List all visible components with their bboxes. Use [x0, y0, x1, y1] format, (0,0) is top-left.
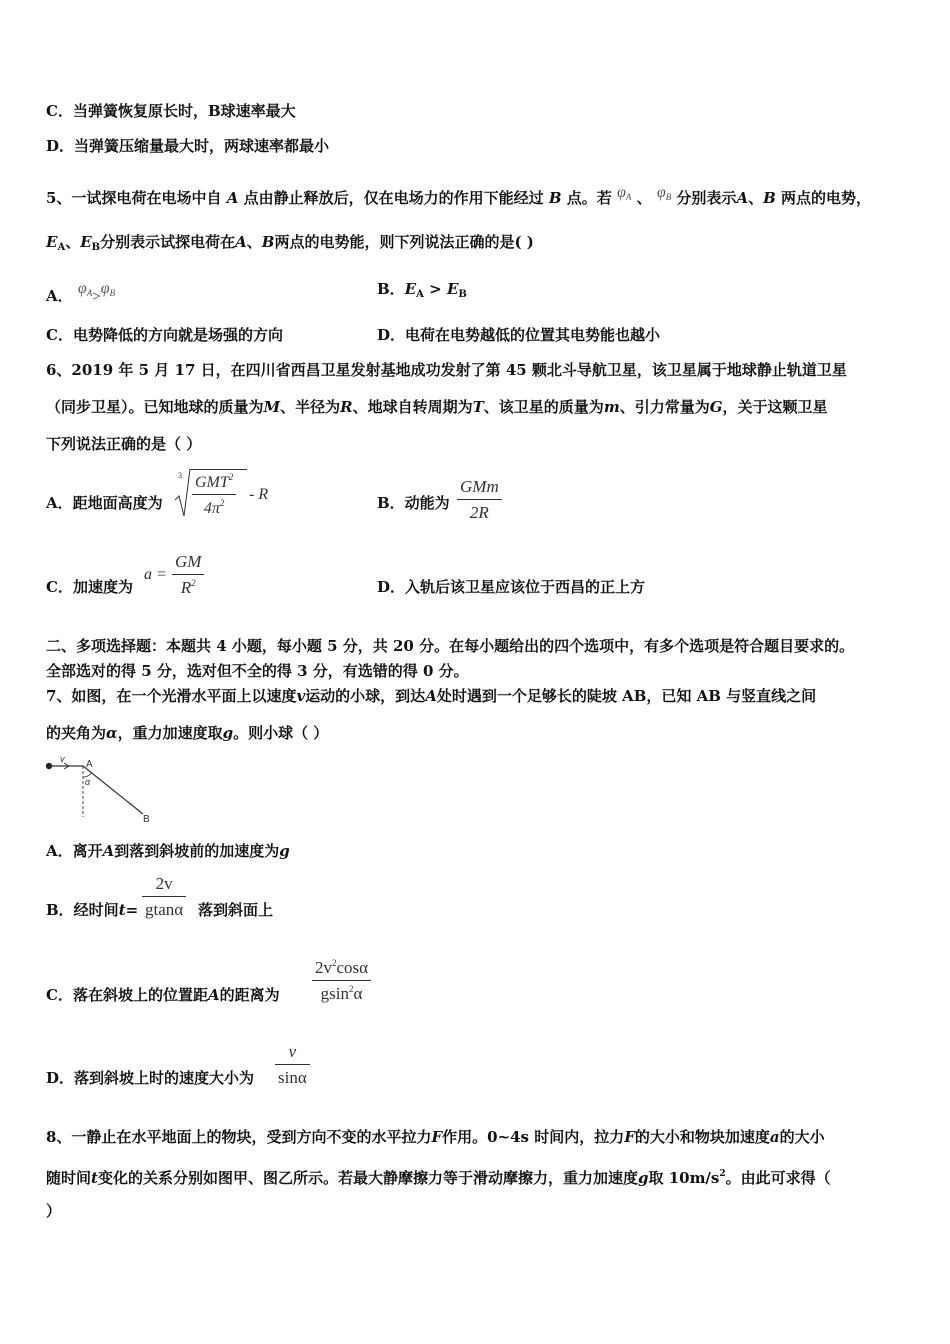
- phi-b-symbol: φB: [100, 280, 116, 298]
- q7-option-d-formula: $\frac{v}{\sin\alpha}$: [275, 1042, 310, 1088]
- q6-option-a: A．距地面高度为: [46, 494, 163, 512]
- q5-option-c: C．电势降低的方向就是场强的方向: [46, 326, 283, 344]
- q7-option-c: C．落在斜坡上的位置距A的距离为: [46, 986, 280, 1004]
- q7-option-b-tail: 落到斜面上: [198, 901, 274, 919]
- q7-option-a: A．离开A到落到斜坡前的加速度为g: [46, 842, 290, 860]
- q6-stem-line1: 6、2019 年 5 月 17 日，在四川省西昌卫星发射基地成功发射了第 45 颗北斗导航卫星，该卫星属于地球静止轨道卫星: [46, 361, 847, 379]
- phi-a-symbol: φA: [616, 184, 632, 202]
- q7-stem-line2: 的夹角为α，重力加速度取g。则小球（ ）: [46, 724, 329, 742]
- point-a-label: A: [86, 759, 93, 770]
- q6-option-a-formula: 3 GMT$^2$ $4\pi^2$ - R: [173, 466, 283, 522]
- q8-stem-line1: 8、一静止在水平地面上的物块，受到方向不变的水平拉力F作用。0~4s 时间内，拉力F的大小和物块加速度a的大小: [46, 1128, 825, 1146]
- section2-heading-line1: 二、多项选择题：本题共 4 小题，每小题 5 分，共 20 分。在每小题给出的四个选项中，有多个选项是符合题目要求的。: [46, 637, 855, 655]
- q6-option-b-formula: GMm 2R: [457, 477, 502, 523]
- q4-option-d: D．当弹簧压缩量最大时，两球速率都最小: [46, 137, 330, 155]
- q8-stem-line3: ）: [46, 1202, 62, 1220]
- q7-option-d: D．落到斜坡上时的速度大小为: [46, 1069, 255, 1087]
- q6-option-c: C．加速度为: [46, 578, 133, 596]
- velocity-label: v: [60, 755, 65, 764]
- q5-option-a: A． φA>φB: [46, 280, 116, 305]
- q6-option-b: B．动能为: [377, 494, 450, 512]
- q6-stem-line2: （同步卫星）。已知地球的质量为M、半径为R、地球自转周期为T、该卫星的质量为m、引力常量为G，关于这颗卫星: [46, 398, 828, 416]
- q7-stem-line1: 7、如图，在一个光滑水平面上以速度v运动的小球，到达A处时遇到一个足够长的陡坡 AB，已知 AB 与竖直线之间: [46, 687, 817, 705]
- section2-heading-line2: 全部选对的得 5 分，选对但不全的得 3 分，有选错的得 0 分。: [46, 662, 469, 680]
- q5-stem-line1: 5、一试探电荷在电场中自 A 点由静止释放后，仅在电场力的作用下能经过 B 点。若 φA 、 φB 分别表示A、B 两点的电势，: [46, 184, 872, 207]
- point-b-label: B: [143, 814, 150, 825]
- q7-option-b-formula: $\frac{2v}{gtan\alpha}$: [142, 874, 186, 920]
- angle-alpha-label: α: [85, 777, 91, 787]
- radical-sign: [173, 466, 193, 522]
- q5-option-d: D．电荷在电势越低的位置其电势能也越小: [377, 326, 661, 344]
- slope-ab: [83, 766, 143, 814]
- q5-stem-line2: $E_A$、$E_B$分别表示试探电荷在A、B两点的电势能，则下列说法正确的是( ): [46, 233, 534, 253]
- q5-option-b: B．$E_A > E_B$: [377, 280, 467, 300]
- phi-b-symbol: φB: [656, 184, 672, 202]
- q7-option-c-formula: $\frac{2v^2\cos\alpha}{gsin^2\alpha}$: [312, 958, 371, 1004]
- q4-option-c: C．当弹簧恢复原长时，B球速率最大: [46, 102, 296, 120]
- q8-stem-line2: 随时间t变化的关系分别如图甲、图乙所示。若最大静摩擦力等于滑动摩擦力，重力加速度g取 $10m/s^2$。由此可求得（: [46, 1169, 831, 1187]
- q6-stem-line3: 下列说法正确的是（ ）: [46, 435, 202, 453]
- q7-slope-figure: [40, 755, 160, 827]
- phi-a-symbol: φA: [77, 280, 93, 298]
- q7-option-b: B．经时间t=: [46, 901, 139, 919]
- q6-option-d: D．入轨后该卫星应该位于西昌的正上方: [377, 578, 646, 596]
